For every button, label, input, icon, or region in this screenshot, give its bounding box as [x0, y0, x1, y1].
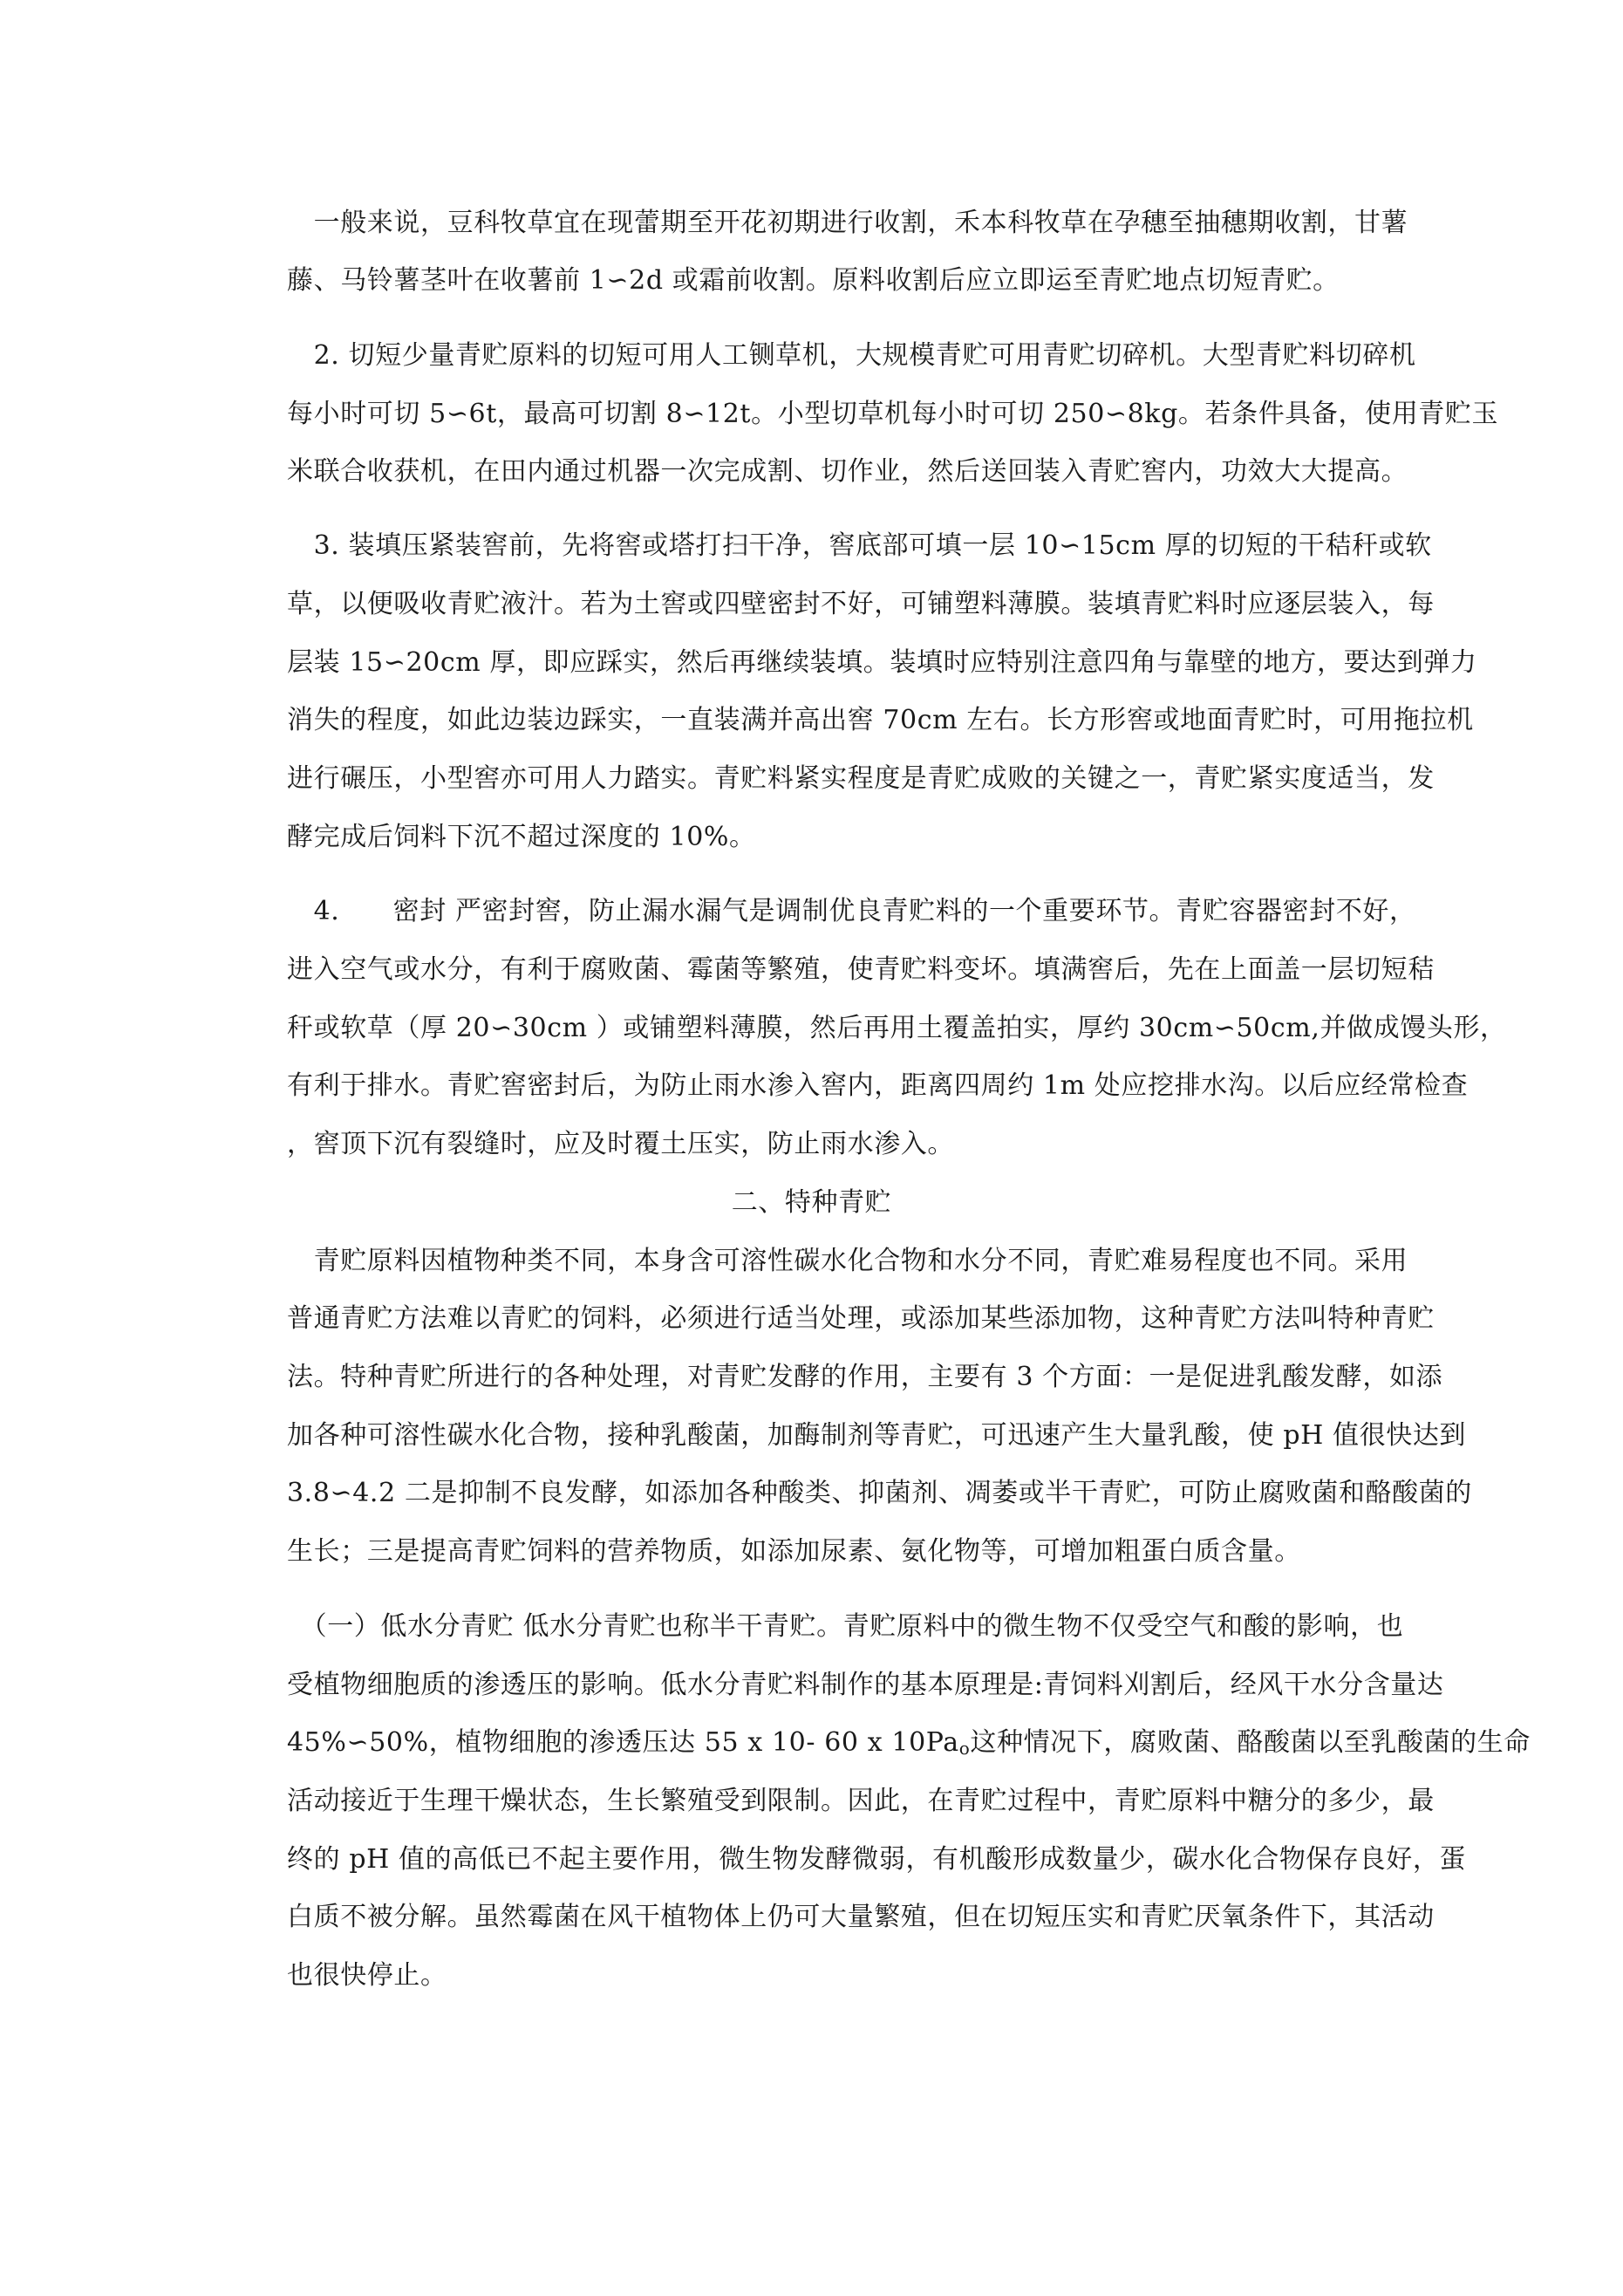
text-line: 青贮原料因植物种类不同，本身含可溶性碳水化合物和水分不同，青贮难易程度也不同。采用	[287, 1246, 1408, 1276]
text-line: 受植物细胞质的渗透压的影响。低水分青贮料制作的基本原理是:青饲料刈割后，经风干水分含量达	[287, 1670, 1444, 1700]
subscript: o	[958, 1738, 971, 1759]
text-line: 有利于排水。青贮窖密封后，为防止雨水渗入窖内，距离四周约 1m 处应挖排水沟。以后应经常检查	[287, 1070, 1469, 1101]
text-line: 米联合收获机，在田内通过机器一次完成割、切作业，然后送回装入青贮窖内，功效大大提高。	[287, 456, 1408, 487]
text-line: 层装 15∽20cm 厚，即应踩实，然后再继续装填。装填时应特别注意四角与靠壁的地方，要达到弹力	[287, 647, 1477, 678]
text-line: 秆或软草（厚 20∽30cm ）或铺塑料薄膜，然后再用土覆盖拍实，厚约 30cm∽50cm,并做成馒头形，	[287, 1013, 1507, 1043]
text-line: 终的 pH 值的高低已不起主要作用，微生物发酵微弱，有机酸形成数量少，碳水化合物保存良好，蛋	[287, 1844, 1467, 1875]
text-line: 活动接近于生理干燥状态，生长繁殖受到限制。因此，在青贮过程中，青贮原料中糖分的多少，最	[287, 1786, 1435, 1816]
text-line: 也很快停止。	[287, 1960, 447, 1991]
text-line: 白质不被分解。虽然霉菌在风干植物体上仍可大量繁殖，但在切短压实和青贮厌氧条件下，其活动	[287, 1902, 1435, 1932]
text-line: 藤、马铃薯茎叶在收薯前 1∽2d 或霜前收割。原料收割后应立即运至青贮地点切短青贮。	[287, 265, 1340, 296]
text-line: 进行碾压，小型窖亦可用人力踏实。青贮料紧实程度是青贮成败的关键之一，青贮紧实度适当，发	[287, 763, 1435, 794]
text-line: 3. 装填压紧装窖前，先将窖或塔打扫干净，窖底部可填一层 10∽15cm 厚的切短的干秸秆或软	[287, 530, 1432, 561]
text-line: ，窖顶下沉有裂缝时，应及时覆土压实，防止雨水渗入。	[287, 1129, 954, 1159]
text-line: 3.8∽4.2 二是抑制不良发酵，如添加各种酸类、抑菌剂、凋萎或半干青贮，可防止腐败菌和酪酸菌的	[287, 1478, 1472, 1508]
text-line: 法。特种青贮所进行的各种处理，对青贮发酵的作用，主要有 3 个方面：一是促进乳酸发酵，如添	[287, 1362, 1443, 1392]
text-line: 酵完成后饲料下沉不超过深度的 10%。	[287, 822, 756, 852]
text-line: 生长；三是提高青贮饲料的营养物质，如添加尿素、氨化物等，可增加粗蛋白质含量。	[287, 1536, 1301, 1567]
text-line: 消失的程度，如此边装边踩实，一直装满并高出窖 70cm 左右。长方形窖或地面青贮时，可用拖拉机	[287, 705, 1474, 735]
text-line: 2. 切短少量青贮原料的切短可用人工铡草机，大规模青贮可用青贮切碎机。大型青贮料切碎机	[287, 340, 1416, 371]
text-line: 草，以便吸收青贮液汁。若为土窖或四壁密封不好，可铺塑料薄膜。装填青贮料时应逐层装入，每	[287, 589, 1435, 619]
text-line: 每小时可切 5∽6t，最高可切割 8∽12t。小型切草机每小时可切 250∽8kg。若条件具备，使用青贮玉	[287, 399, 1499, 429]
text-segment: 这种情况下，腐败菌、酪酸菌以至乳酸菌的生命	[970, 1727, 1531, 1758]
text-line: （一）低水分青贮 低水分青贮也称半干青贮。青贮原料中的微生物不仅受空气和酸的影响，也	[287, 1611, 1404, 1642]
text-line: 4. 密封 严密封窖，防止漏水漏气是调制优良青贮料的一个重要环节。青贮容器密封不好，	[287, 896, 1416, 926]
text-line: 进入空气或水分，有利于腐败菌、霉菌等繁殖，使青贮料变坏。填满窖后，先在上面盖一层切短秸	[287, 954, 1435, 985]
text-segment: 45%∽50%，植物细胞的渗透压达 55 x 10- 60 x 10Pa	[287, 1727, 959, 1758]
text-line: 普通青贮方法难以青贮的饲料，必须进行适当处理，或添加某些添加物，这种青贮方法叫特种青贮	[287, 1303, 1435, 1334]
text-line: 加各种可溶性碳水化合物，接种乳酸菌，加酶制剂等青贮，可迅速产生大量乳酸，使 pH 值很快达到	[287, 1420, 1467, 1451]
section-heading: 二、特种青贮	[731, 1187, 892, 1218]
text-line-with-subscript	[287, 1725, 1531, 1766]
text-line: 一般来说，豆科牧草宜在现蕾期至开花初期进行收割，禾本科牧草在孕穗至抽穗期收割，甘薯	[287, 208, 1408, 238]
